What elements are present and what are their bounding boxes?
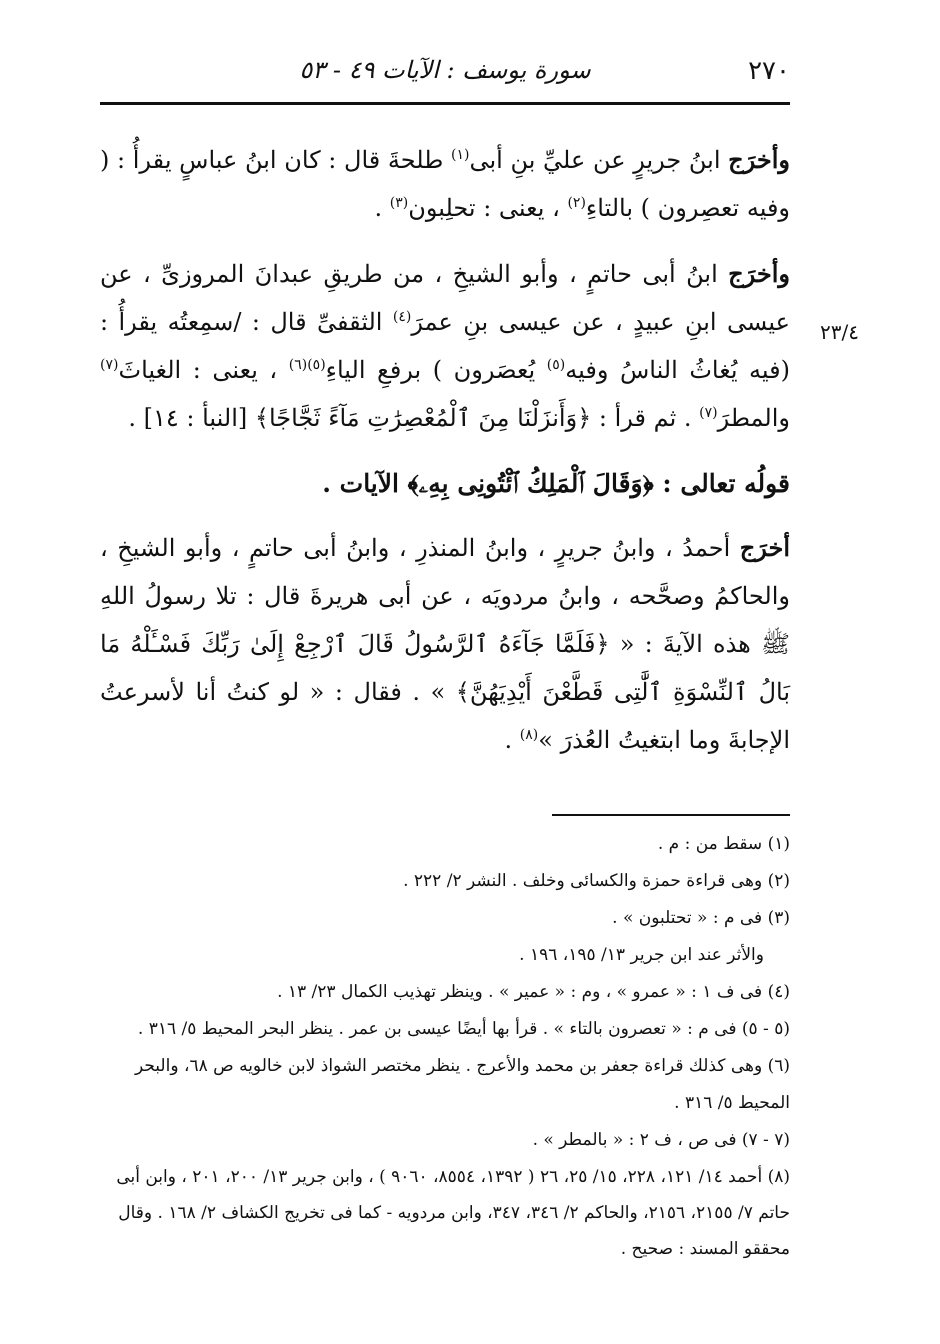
footnotes [100, 826, 790, 1267]
footnote-7: (٧ - ٧) فى ص ، ف ٢ : « بالمطر » . [532, 1130, 790, 1150]
footnote-4: (٤) فى ف ١ : « عمرو » ، وم : « عمير » . وينظر تهذيب الكمال ٢٣/ ١٣ . [277, 982, 790, 1002]
paragraph-text: . ثم قرأ : ﴿وَأَنزَلْنَا مِنَ ٱلْمُعْصِرَٰتِ مَآءً ثَجَّاجًا﴾ [النبأ : ١٤] . [128, 404, 700, 432]
paragraph-text: الثقفىِّ قال : /سمِعتُه يقرأُ : (فيه يُغاثُ الناسُ وفيه [100, 308, 791, 384]
paragraph-text: ، يعنى : الغياثَ [118, 356, 289, 384]
header-rule [100, 102, 790, 105]
paragraph-lead: أخرَج [739, 533, 790, 562]
main-text [100, 136, 790, 782]
footnote-3-continuation: والأثر عند ابن جرير ١٣/ ١٩٥، ١٩٦ . [519, 945, 764, 965]
paragraph-text: . [504, 726, 520, 754]
footnote-marker: (٨) [519, 727, 539, 743]
footnote-marker: (١) [450, 147, 470, 163]
footnote-2: (٢) وهى قراءة حمزة والكسائى وخلف . النشر ٢/ ٢٢٢ . [403, 871, 790, 891]
running-head: سورة يوسف : الآيات ٤٩ - ٥٣ [299, 56, 591, 84]
footnote-marker: (٧) [699, 405, 718, 421]
paragraph-lead: وأخرَج [728, 145, 790, 174]
footnote-1: (١) سقط من : م . [657, 834, 790, 854]
footnote-marker: (٧) [100, 357, 119, 373]
footnote-marker: (٥)(٦) [288, 357, 326, 373]
footnote-marker: (٢) [567, 195, 586, 211]
footnote-separator [552, 814, 790, 816]
footnote-6: (٦) وهى كذلك قراءة جعفر بن محمد والأعرج . ينظر مختصر الشواذ لابن خالويه ص ٦٨، والبحر المحيط ٥/ ٣١٦ . [134, 1056, 790, 1113]
page-number: ٢٧٠ [748, 56, 790, 86]
paragraph-text: يُعصَرون ) برفعِ الياءِ [325, 356, 547, 384]
paragraph-text: ابنُ أبى حاتمٍ ، وأبو الشيخِ ، من طريقِ عبدانَ المروزىِّ ، عن عيسى ابنِ عبيدٍ ، عن عيسى بنِ عمرَ [100, 260, 790, 336]
paragraph-text: طلحةَ قال : كان ابنُ عباسٍ يقرأُ : ( وفيه تعصِرون ) بالتاءِ [100, 146, 790, 222]
footnote-3: (٣) فى م : « تحتلبون » . [612, 908, 790, 928]
paragraph-text: ابنُ جريرٍ عن عليِّ بنِ أبى [469, 146, 729, 174]
margin-reference: ٢٣/٤ [820, 320, 859, 344]
paragraph-lead: وأخرَج [728, 259, 790, 288]
footnote-marker: (٤) [392, 309, 412, 325]
footnote-marker: (٥) [546, 357, 566, 373]
footnote-5: (٥ - ٥) فى م : « تعصرون بالتاء » . قرأ بها أيضًا عيسى بن عمر . ينظر البحر المحيط ٥/ ٣١٦ . [137, 1019, 790, 1039]
paragraph-1 [100, 136, 790, 232]
paragraph-text: أحمدُ ، وابنُ جريرٍ ، وابنُ المنذرِ ، وابنُ أبى حاتمٍ ، وأبو الشيخِ ، والحاكمُ وصحَّحه ، وابنُ مردويَه ، عن أبى هريرةَ قال : تلا رسولُ اللهِ ﷺ هذه الآيةَ : « ﴿فَلَمَّا جَآءَهُ ٱلرَّسُولُ قَالَ ٱرْجِعْ إِلَىٰ رَبِّكَ فَسْـَٔلْهُ مَا بَالُ ٱلنِّسْوَةِ ٱلَّٰتِى قَطَّعْنَ أَيْدِيَهُنَّ﴾ » . فقال : « لو كنتُ أنا لأسرعتُ الإجابةَ وما ابتغيتُ العُذرَ » [100, 534, 790, 754]
footnote-8: (٨) أحمد ١٤/ ١٢١، ٢٢٨، ١٥/ ٢٥، ٢٦ ( ١٣٩٢، ٨٥٥٤، ٩٠٦٠ ) ، وابن جرير ١٣/ ٢٠٠، ٢٠١ ، وابن أبى حاتم ٧/ ٢١٥٥، ٢١٥٦، والحاكم ٢/ ٣٤٦، ٣٤٧، وابن مردويه - كما فى تخريج الكشاف ٢/ ١٦٨ . وقال محققو المسند : صحيح . [116, 1167, 790, 1259]
paragraph-text: . [374, 194, 390, 222]
paragraph-text: ، يعنى : تحلِبون [408, 194, 568, 222]
paragraph-text: والمطرَ [717, 404, 790, 432]
footnote-marker: (٣) [389, 195, 409, 211]
paragraph-2 [100, 250, 790, 442]
section-heading: قولُه تعالى : ﴿وَقَالَ ٱلْمَلِكُ ٱئْتُونِى بِهِۦ﴾ الآيات . [322, 469, 790, 498]
paragraph-3 [100, 524, 790, 764]
page-header [100, 44, 790, 100]
